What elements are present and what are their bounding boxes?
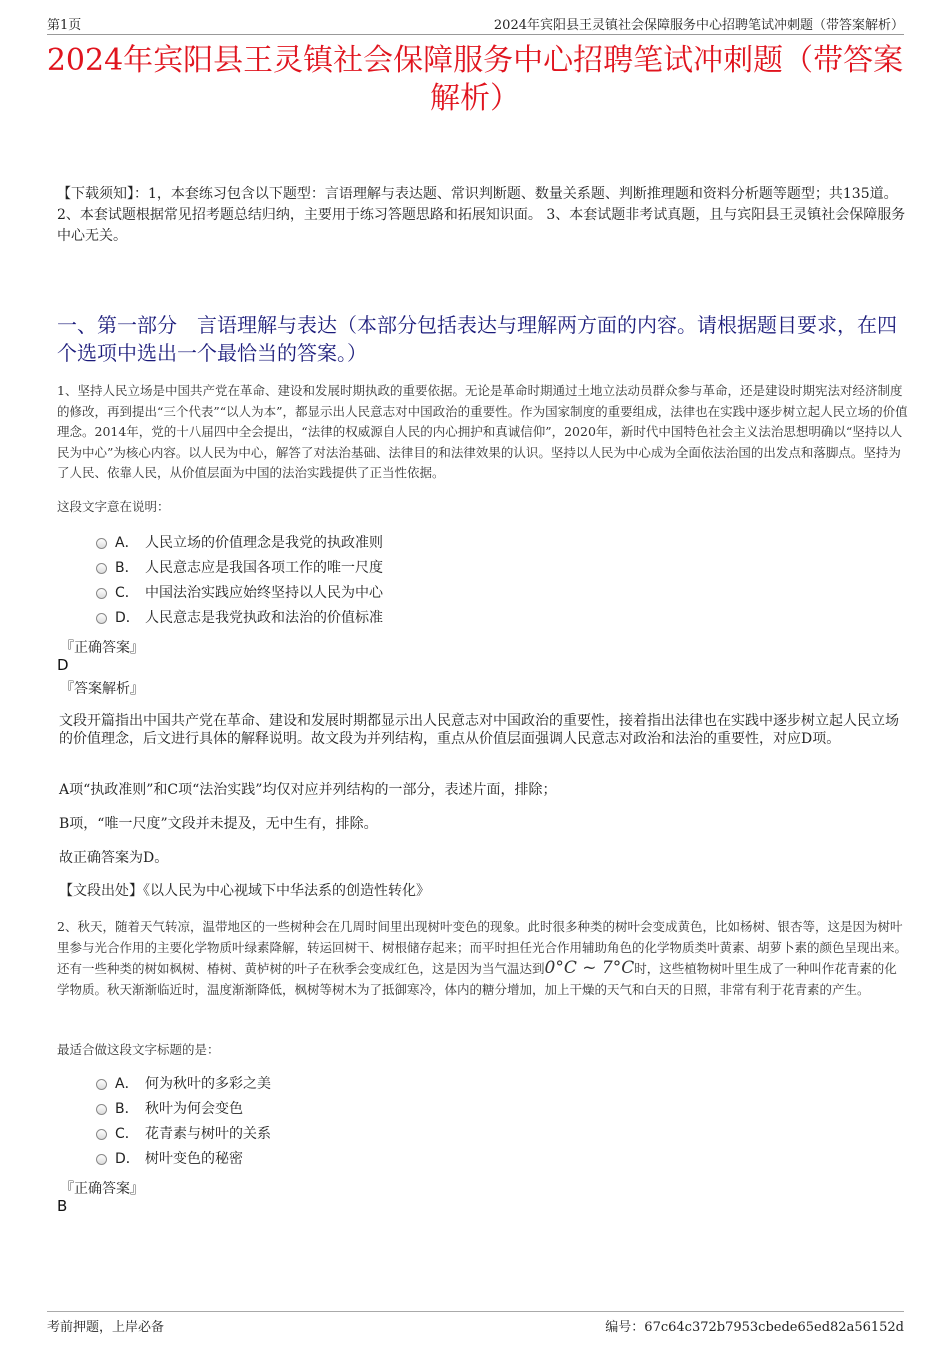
radio-icon[interactable] — [96, 588, 107, 599]
radio-icon[interactable] — [96, 563, 107, 574]
answer-label: 『正确答案』 — [60, 1181, 144, 1197]
option-text: 秋叶为何会变色 — [145, 1100, 243, 1117]
option-key: B． — [115, 1100, 139, 1117]
option-d[interactable] — [96, 1145, 271, 1170]
question-1-stem: 1、坚持人民立场是中国共产党在革命、建设和发展时期执政的重要依据。无论是革命时期通过土地立法动员群众参与革命，还是建设时期宪法对经济制度的修改，再到提出“三个代表”“以人为本”，都显示出人民意志对中国政治的重要性。作为国家制度的重要组成，法律也在实践中逐步树立起人民立场的价值理念。2014年，党的十八届四中全会提出，“法律的权威源自人民的内心拥护和真诚信仰”，2020年，新时代中国特色社会主义法治思想明确以“坚持以人民为中心”为核心内容。以人民为中心，解答了对法治基础、法律目的和法律效果的认识。坚持以人民为中心成为全面依法治国的出发点和落脚点。坚持为了人民、依靠人民，从价值层面为中国的法治实践提供了正当性依据。 — [57, 383, 908, 480]
option-b[interactable] — [96, 554, 383, 579]
option-text: 花青素与树叶的关系 — [145, 1125, 271, 1142]
option-text: 中国法治实践应始终坚持以人民为中心 — [145, 584, 383, 601]
option-key: B． — [115, 559, 139, 576]
question-2-prompt: 最适合做这段文字标题的是： — [57, 1042, 220, 1057]
option-key: D． — [115, 1150, 140, 1167]
analysis-paragraph: 文段开篇指出中国共产党在革命、建设和发展时期都显示出人民意志对中国政治的重要性，接着指出法律也在实践中逐步树立起人民立场的价值理念，后文进行具体的解释说明。故文段为并列结构，重点从价值层面强调人民意志对政治和法治的重要性，对应D项。 — [59, 713, 899, 747]
answer-value: D — [57, 656, 69, 674]
analysis-paragraph: A项“执政准则”和C项“法治实践”均仅对应并列结构的一部分，表述片面，排除； — [59, 782, 557, 798]
radio-icon[interactable] — [96, 1129, 107, 1140]
option-text: 人民意志应是我国各项工作的唯一尺度 — [145, 559, 383, 576]
option-c[interactable] — [96, 579, 383, 604]
page-number: 第1页 — [47, 18, 82, 33]
analysis-label: 『答案解析』 — [60, 681, 144, 697]
temperature-formula: 0°C ~ 7°C — [544, 958, 635, 978]
option-key: C． — [115, 1125, 139, 1142]
source-citation: 【文段出处】《以人民为中心视域下中华法系的创造性转化》 — [59, 883, 430, 899]
radio-icon[interactable] — [96, 613, 107, 624]
document-title: 2024年宾阳县王灵镇社会保障服务中心招聘笔试冲刺题（带答案解析） — [46, 43, 904, 116]
option-text: 人民立场的价值理念是我党的执政准则 — [145, 534, 383, 551]
radio-icon[interactable] — [96, 1079, 107, 1090]
stem-text: 时，这些植物树叶里生成了一种叫作花青素的化学物质。秋天渐渐临近时，温度渐渐降低，枫树等树木为了抵御寒冷，体内的糖分增加，加上干燥的天气和白天的日照，非常有利于花青素的产生。 — [57, 961, 897, 997]
question-2-stem — [57, 917, 908, 1000]
option-key: D． — [115, 609, 140, 626]
radio-icon[interactable] — [96, 538, 107, 549]
radio-icon[interactable] — [96, 1104, 107, 1115]
option-text: 树叶变色的秘密 — [145, 1150, 243, 1167]
analysis-paragraph: B项，“唯一尺度”文段并未提及，无中生有，排除。 — [59, 816, 378, 832]
option-d[interactable] — [96, 604, 383, 629]
option-key: A． — [115, 1075, 139, 1092]
question-1-prompt: 这段文字意在说明： — [57, 499, 170, 514]
option-text: 何为秋叶的多彩之美 — [145, 1075, 271, 1092]
option-a[interactable] — [96, 529, 383, 554]
option-b[interactable] — [96, 1095, 271, 1120]
document-code: 编号：67c64c372b7953cbede65ed82a56152d — [605, 1320, 904, 1335]
question-1-options — [96, 529, 383, 629]
option-key: C． — [115, 584, 139, 601]
section-heading: 一、第一部分 言语理解与表达（本部分包括表达与理解两方面的内容。请根据题目要求，在四个选项中选出一个最恰当的答案。） — [57, 313, 897, 365]
download-notice: 【下载须知】：1，本套练习包含以下题型：言语理解与表达题、常识判断题、数量关系题、判断推理题和资料分析题等题型；共135道。 2、本套试题根据常见招考题总结归纳，主要用于练习答题思路和拓展知识面。 3、本套试题非考试真题，且与宾阳县王灵镇社会保障服务中心无关。 — [57, 186, 906, 244]
option-a[interactable] — [96, 1070, 271, 1095]
stem-text: 2、秋天，随着天气转凉，温带地区的一些树种会在几周时间里出现树叶变色的现象。此时很多种类的树叶会变成黄色，比如杨树、银杏等，这是因为树叶里参与光合作用的主要化学物质叶绿素降解，转运回树干、树根储存起来；而平时担任光合作用辅助角色的化学物质类叶黄素、胡萝卜素的颜色呈现出来。还有一些种类的树如枫树、椿树、黄栌树的叶子在秋季会变成红色，这是因为当气温达到 — [57, 919, 908, 976]
option-c[interactable] — [96, 1120, 271, 1145]
question-2-options — [96, 1070, 271, 1170]
header-doc-title: 2024年宾阳县王灵镇社会保障服务中心招聘笔试冲刺题（带答案解析） — [493, 18, 904, 33]
radio-icon[interactable] — [96, 1154, 107, 1165]
answer-label: 『正确答案』 — [60, 640, 144, 656]
option-text: 人民意志是我党执政和法治的价值标准 — [145, 609, 383, 626]
page-header — [47, 12, 904, 35]
answer-value: B — [57, 1197, 68, 1215]
footer-slogan: 考前押题，上岸必备 — [47, 1320, 165, 1335]
page-footer — [47, 1311, 904, 1336]
analysis-paragraph: 故正确答案为D。 — [59, 850, 169, 866]
option-key: A． — [115, 534, 139, 551]
